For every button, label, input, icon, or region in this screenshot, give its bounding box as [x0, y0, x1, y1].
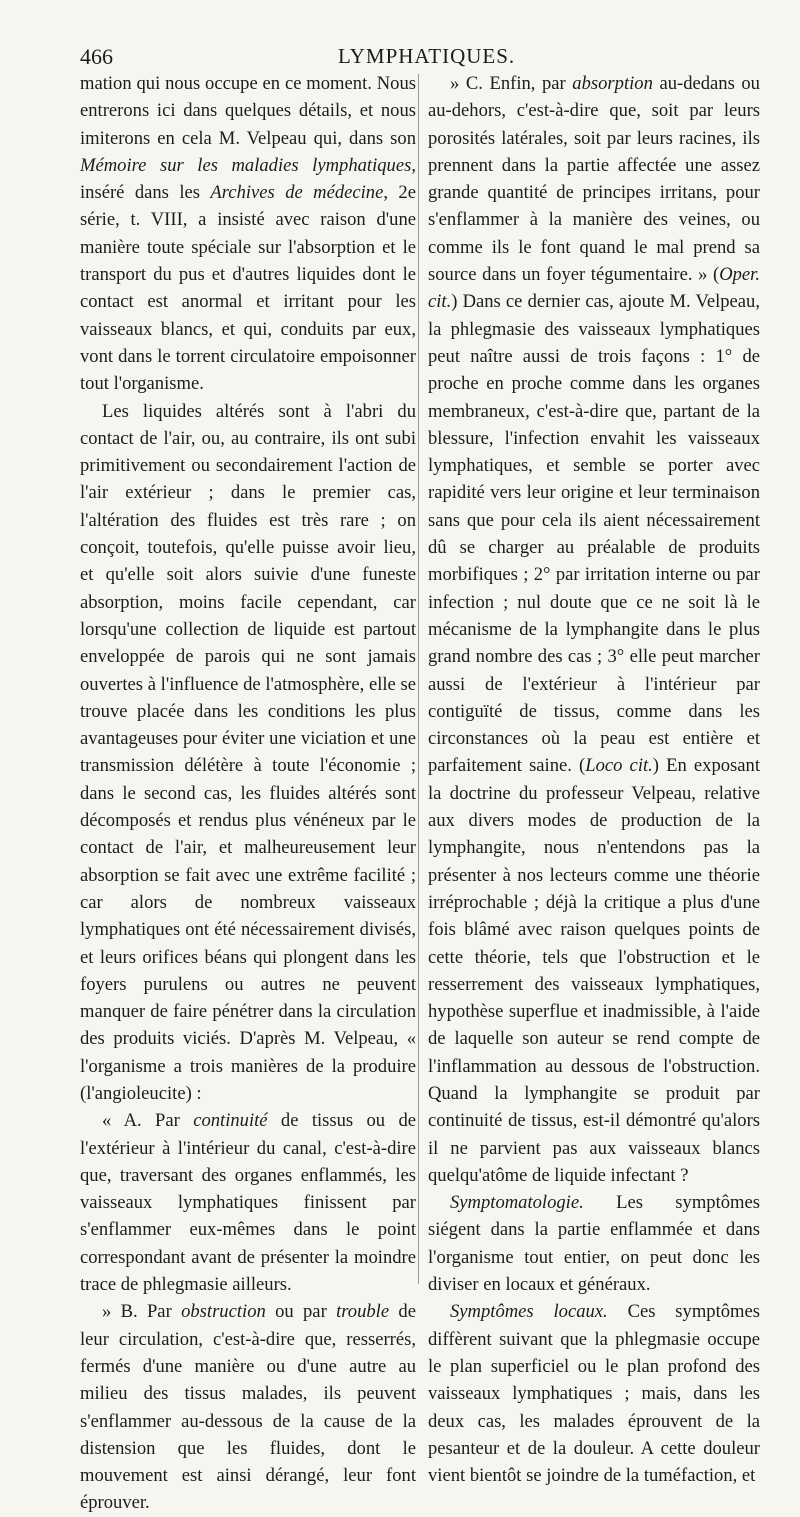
- section-heading: Symptômes locaux.: [450, 1301, 608, 1323]
- paragraph: [428, 1298, 760, 1489]
- paragraph: [80, 70, 416, 398]
- italic-term: trouble: [336, 1301, 390, 1323]
- text-run: mation qui nous occupe en ce moment. Nous entrerons ici dans quelques détails, et nous imiterons en cela M. Velpeau qui, dans son: [80, 73, 416, 149]
- italic-term: obstruction: [181, 1301, 266, 1323]
- paragraph: [80, 1107, 416, 1298]
- italic-title: Mémoire sur les maladies lymphatiques: [80, 154, 412, 176]
- paragraph: [80, 1298, 416, 1516]
- paragraph: [428, 70, 760, 1189]
- page-number: 466: [80, 44, 113, 69]
- right-column: [428, 70, 760, 1489]
- italic-citation: Loco cit.: [585, 755, 653, 777]
- text-run: , inséré dans les: [80, 154, 416, 204]
- text-run: ou par: [275, 1301, 327, 1323]
- text-run: « A. Par: [102, 1110, 180, 1132]
- page-header: [80, 40, 760, 70]
- paragraph: [428, 1189, 760, 1298]
- text-run: Ces symptômes diffèrent suivant que la phlegmasie occupe le plan superficiel ou le plan profond des vaisseaux lymphatiques ; mais, dans les deux cas, les malades éprouvent de la pesanteur et de la douleur. A cette douleur vient bientôt se joindre de la tuméfaction, et: [428, 1301, 761, 1487]
- text-run: Les symptômes siégent dans la partie enflammée et dans l'organisme tout entier, on peut donc les diviser en locaux et généraux.: [428, 1192, 760, 1296]
- italic-citation: Oper. cit.: [428, 264, 760, 313]
- text-run: » B. Par: [102, 1301, 172, 1323]
- italic-term: continuité: [193, 1110, 268, 1132]
- text-run: ) En exposant la doctrine du professeur Velpeau, relative aux divers modes de production de la lymphangite, nous n'entendons pas la présenter à nos lecteurs comme une théorie irréprochable ; déjà la critique a plus d'une fois blâmé avec raison quelques points de cette théorie, tels que l'obstruction et le resserrement des vaisseaux lymphatiques, hypothèse superflue et inadmissible, à l'aide de laquelle son auteur se rend compte de l'inflammation au dessous de l'obstruction. Quand la lymphangite se produit par continuité de tissus, est-il démontré qu'alors il ne parvient pas aux vaisseaux blancs quelqu'atôme de liquide infectant ?: [428, 755, 760, 1186]
- italic-term: absorption: [572, 73, 653, 94]
- italic-title: Archives de médecine: [210, 182, 384, 204]
- text-run: de leur circulation, c'est-à-dire que, resserrés, fermés d'une manière ou d'une autre au milieu des tissus malades, ils peuvent s'enflammer au-dessous de la cause de la distension que les fluides, dont le mouvement est ainsi dérangé, leur font éprouver.: [80, 1301, 416, 1514]
- text-run: de tissus ou de l'extérieur à l'intérieur du canal, c'est-à-dire que, traversant des organes enflammés, les vaisseaux lymphatiques finissent par s'enflammer eux-mêmes dans le point correspondant avant de présenter la moindre trace de phlegmasie ailleurs.: [80, 1110, 416, 1296]
- running-title: LYMPHATIQUES.: [338, 44, 516, 68]
- section-heading: Symptomatologie.: [450, 1192, 584, 1214]
- left-column: [80, 70, 416, 1517]
- text-run: ) Dans ce dernier cas, ajoute M. Velpeau, la phlegmasie des vaisseaux lymphatiques peut naître aussi de trois façons : 1° de proche en proche comme dans les organes membraneux, c'est-à-dire que, partant de la blessure, l'infection envahit les vaisseaux lymphatiques, et semble se porter avec rapidité vers leur origine et leur terminaison sans que pour cela ils aient nécessairement dû se charger au préalable de produits morbifiques ; 2° par irritation interne ou par infection ; nul doute que ce ne soit là le mécanisme de la lymphangite dans le plus grand nombre des cas ; 3° elle peut marcher aussi de l'extérieur à l'intérieur par contiguïté de tissus, comme dans les circonstances où la peau est entière et parfaitement saine. (: [428, 291, 760, 777]
- text-run: , 2e série, t. VIII, a insisté avec raison d'une manière toute spéciale sur l'absorption et le transport du pus et d'autres liquides dont le contact est anormal et irritant pour les vaisseaux blancs, et qui, conduits par eux, vont dans le torrent circulatoire empoisonner tout l'organisme.: [80, 182, 416, 395]
- paragraph: Les liquides altérés sont à l'abri du contact de l'air, ou, au contraire, ils ont subi primitivement ou secondairement l'action de l'air extérieur ; dans le premier cas, l'altération des fluides est très rare ; on conçoit, toutefois, qu'elle puisse avoir lieu, et qu'elle soit alors suivie d'une funeste absorption, moins facile cependant, car lorsqu'une collection de liquide est partout enveloppée de parois qui ne sont jamais ouvertes à l'influence de l'atmosphère, elle se trouve placée dans les conditions les plus avantageuses pour éviter une viciation et une transmission délétère à toute l'économie ; dans le second cas, les fluides altérés sont décomposés et rendus plus vénéneux par le contact de l'air, et malheureusement leur absorption se fait avec une extrême facilité ; car alors de nombreux vaisseaux lymphatiques ont été nécessairement divisés, et leurs orifices béans qui plongent dans les foyers purulens ou autres ne peuvent manquer de faire pénétrer dans la circulation des produits viciés. D'après M. Velpeau, « l'organisme a trois manières de la produire (l'angioleucite) :: [80, 400, 416, 1104]
- text-run: » C. Enfin, par: [450, 73, 566, 94]
- column-divider: [418, 74, 419, 1284]
- text-run: au-dedans ou au-dehors, c'est-à-dire que, soit par leurs porosités latérales, soit par leurs racines, ils prennent dans la partie affectée une assez grande quantité de principes irritans, pour s'enflammer à la manière des veines, ou comme ils le font quand le mal prend sa source dans un foyer tégumentaire. » (: [428, 73, 760, 286]
